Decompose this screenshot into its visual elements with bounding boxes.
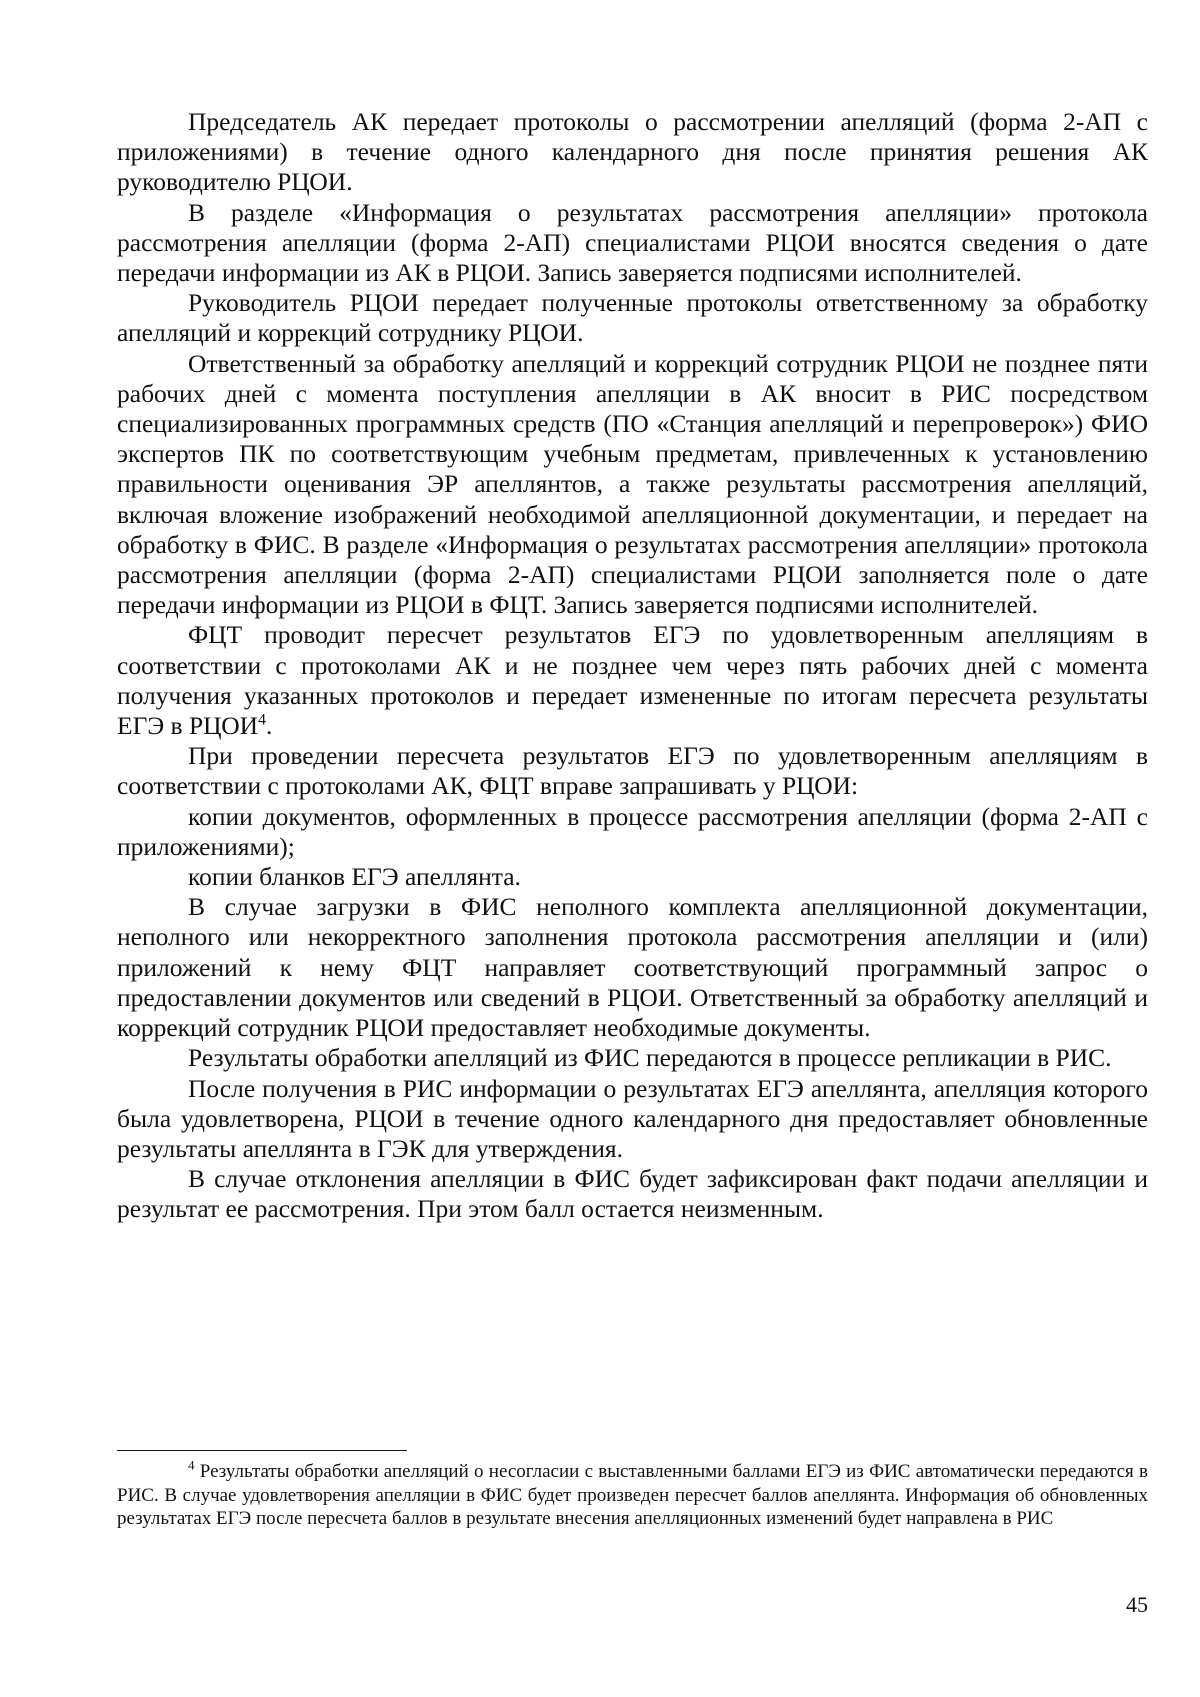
list-item-form-copies: копии бланков ЕГЭ апеллянта. — [188, 862, 521, 892]
footnote-reference[interactable]: 4 — [258, 711, 267, 729]
paragraph-replication: Результаты обработки апелляций из ФИС передаются в процессе репликации в РИС. — [188, 1043, 1112, 1073]
body-text — [117, 107, 1148, 1225]
footnote-separator — [117, 1450, 407, 1451]
footnote — [117, 1457, 1149, 1531]
paragraph-incomplete-documentation: В случае загрузки в ФИС неполного комплекта апелляционной документации, неполного или некорректного заполнения протокола рассмотрения апелляции и (или) приложений к нему ФЦТ направляет соответствующий программный запрос о предоставлении документов или сведений в РЦОИ. Ответственный за обработку апелляций и коррекций сотрудник РЦОИ предоставляет необходимые документы. — [117, 892, 1148, 1043]
paragraph-rejection: В случае отклонения апелляции в ФИС будет зафиксирован факт подачи апелляции и результат ее рассмотрения. При этом балл остается неизменным. — [117, 1164, 1148, 1224]
fct-recalculation-text: ФЦТ проводит пересчет результатов ЕГЭ по удовлетворенным апелляциям в соответствии с протоколами АК и не позднее чем через пять рабочих дней с момента получения указанных протоколов и передает измененные по итогам пересчета результаты ЕГЭ в РЦОИ — [117, 620, 1148, 741]
list-item-document-copies: копии документов, оформленных в процессе рассмотрения апелляции (форма 2-АП с приложениями); — [117, 801, 1148, 861]
paragraph-protocols-transfer: Председатель АК передает протоколы о рассмотрении апелляций (форма 2-АП с приложениями) в течение одного календарного дня после принятия решения АК руководителю РЦОИ. — [117, 107, 1148, 197]
paragraph-responsible-employee: Ответственный за обработку апелляций и коррекций сотрудник РЦОИ не позднее пяти рабочих дней с момента поступления апелляции в АК вносит в РИС посредством специализированных программных средств (ПО «Станция апелляций и перепроверок») ФИО экспертов ПК по соответствующим учебным предметам, привлеченных к установлению правильности оценивания ЭР апеллянтов, а также результаты рассмотрения апелляций, включая вложение изображений необходимой апелляционной документации, и передает на обработку в ФИС. В разделе «Информация о результатах рассмотрения апелляции» протокола рассмотрения апелляции (форма 2-АП) специалистами РЦОИ заполняется поле о дате передачи информации из РЦОИ в ФЦТ. Запись заверяется подписями исполнителей. — [117, 348, 1148, 620]
paragraph-fct-recalculation — [117, 620, 1148, 741]
fct-recalculation-end: . — [266, 711, 273, 741]
paragraph-head-transfer: Руководитель РЦОИ передает полученные протоколы ответственному за обработку апелляций и коррекций сотруднику РЦОИ. — [117, 288, 1148, 348]
paragraph-information-section: В разделе «Информация о результатах рассмотрения апелляции» протокола рассмотрения апелляции (форма 2-АП) специалистами РЦОИ вносятся сведения о дате передачи информации из АК в РЦОИ. Запись заверяется подписями исполнителей. — [117, 197, 1148, 288]
footnote-mark: 4 — [188, 1457, 195, 1473]
paragraph-recalculation-requests: При проведении пересчета результатов ЕГЭ по удовлетворенным апелляциям в соответствии с протоколами АК, ФЦТ вправе запрашивать у РЦОИ: — [117, 741, 1148, 801]
page-number: 45 — [1126, 1592, 1148, 1617]
paragraph-updated-results: После получения в РИС информации о результатах ЕГЭ апеллянта, апелляция которого была удовлетворена, РЦОИ в течение одного календарного дня предоставляет обновленные результаты апеллянта в ГЭК для утверждения. — [117, 1073, 1148, 1163]
footnote-text: Результаты обработки апелляций о несогласии с выставленными баллами ЕГЭ из ФИС автоматически передаются в РИС. В случае удовлетворения апелляции в ФИС будет произведен пересчет баллов апеллянта. Информация об обновленных результатах ЕГЭ после пересчета баллов в результате внесения апелляционных изменений будет направлена в РИС — [117, 1461, 1149, 1529]
